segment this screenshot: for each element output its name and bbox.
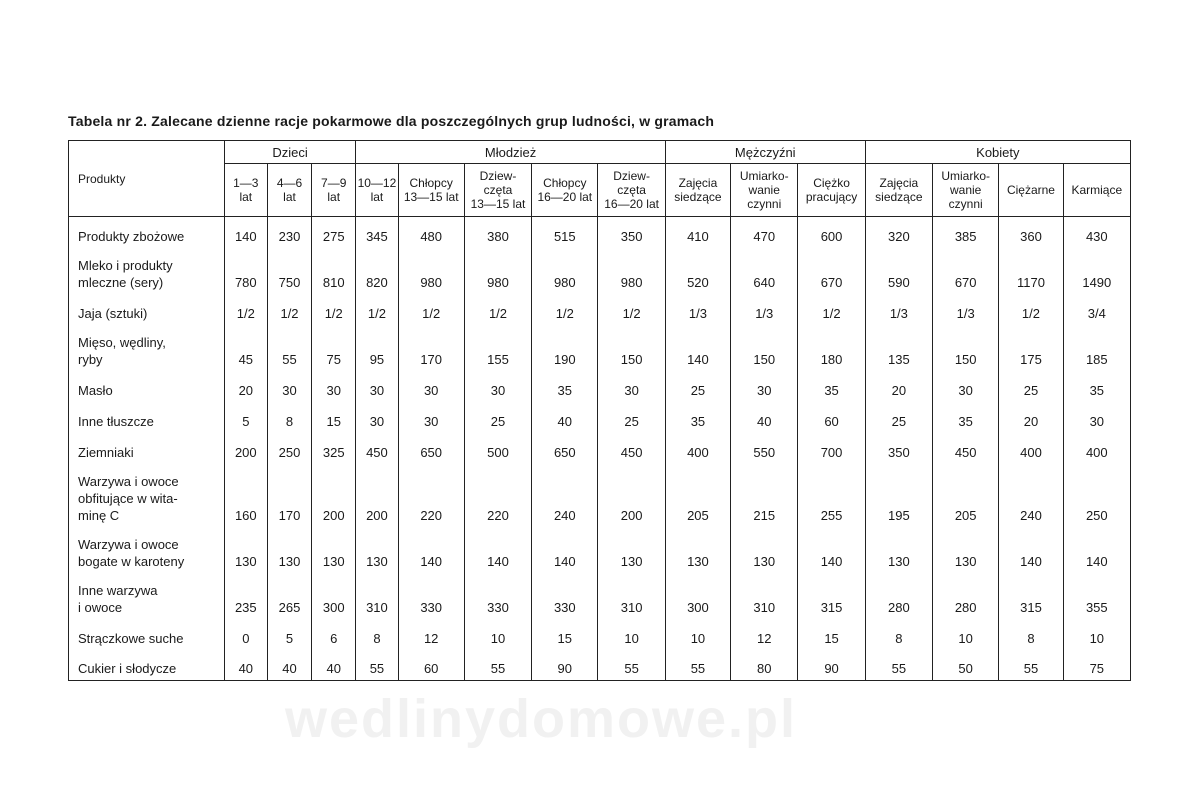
table-cell: 265: [267, 573, 311, 619]
table-cell: 780: [224, 248, 267, 294]
table-cell: 310: [731, 573, 798, 619]
table-cell: 400: [1063, 433, 1130, 464]
text-line: 1—3: [233, 176, 259, 190]
text-line: 16—20 lat: [604, 197, 659, 211]
table-cell: 30: [398, 371, 464, 402]
table-cell: 300: [665, 573, 730, 619]
table-cell: 175: [999, 325, 1063, 371]
text-line: siedzące: [875, 190, 923, 204]
table-cell: 25: [665, 371, 730, 402]
text-line: czynni: [747, 197, 782, 211]
table-cell: 35: [532, 371, 598, 402]
table-cell: 300: [312, 573, 356, 619]
table-cell: 1/2: [464, 294, 531, 325]
table-cell: 450: [356, 433, 398, 464]
text-line: Inne tłuszcze: [78, 413, 154, 429]
table-cell: 35: [665, 402, 730, 433]
table-row: [69, 294, 1131, 325]
table-cell: 40: [532, 402, 598, 433]
table-cell: 650: [398, 433, 464, 464]
table-cell: 20: [999, 402, 1063, 433]
table-cell: 80: [731, 650, 798, 681]
product-name: [69, 402, 225, 433]
table-cell: 980: [598, 248, 665, 294]
text-line: 10—12: [357, 176, 397, 190]
table-cell: 315: [999, 573, 1063, 619]
table-cell: 400: [999, 433, 1063, 464]
table-cell: 35: [1063, 371, 1130, 402]
table-row: [69, 325, 1131, 371]
table-cell: 380: [464, 217, 531, 248]
column-header: [532, 164, 598, 217]
text-line: Produkty zbożowe: [78, 228, 185, 244]
table-cell: 140: [398, 527, 464, 573]
table-cell: 20: [865, 371, 932, 402]
column-header: [1063, 164, 1130, 217]
table-cell: 15: [312, 402, 356, 433]
table-row: [69, 433, 1131, 464]
table-cell: 700: [798, 433, 865, 464]
text-line: 13—15 lat: [403, 190, 459, 204]
text-line: Mleko i produkty: [78, 257, 173, 273]
table-cell: 350: [598, 217, 665, 248]
table-cell: 140: [1063, 527, 1130, 573]
table-cell: 25: [464, 402, 531, 433]
table-cell: 30: [267, 371, 311, 402]
text-line: Chłopcy: [543, 176, 587, 190]
table-row: [69, 573, 1131, 619]
table-cell: 10: [464, 619, 531, 650]
column-header: [865, 164, 932, 217]
text-line: Dziew-: [613, 169, 650, 183]
table-cell: 400: [665, 433, 730, 464]
product-name: [69, 325, 225, 371]
table-cell: 130: [933, 527, 999, 573]
table-cell: 470: [731, 217, 798, 248]
table-cell: 200: [312, 464, 356, 527]
table-cell: 15: [532, 619, 598, 650]
text-line: Zajęcia: [879, 176, 919, 190]
table-cell: 330: [464, 573, 531, 619]
text-line: lat: [327, 190, 341, 204]
table-cell: 75: [1063, 650, 1130, 681]
table-cell: 810: [312, 248, 356, 294]
table-cell: 12: [731, 619, 798, 650]
table-cell: 195: [865, 464, 932, 527]
nutrition-table: [68, 140, 1131, 681]
table-cell: 45: [224, 325, 267, 371]
text-line: siedzące: [674, 190, 722, 204]
text-line: Umiarko-: [739, 169, 789, 183]
table-cell: 1/3: [865, 294, 932, 325]
text-line: Chłopcy: [409, 176, 453, 190]
table-cell: 275: [312, 217, 356, 248]
table-cell: 30: [731, 371, 798, 402]
text-line: Strączkowe suche: [78, 630, 184, 646]
column-header: [798, 164, 865, 217]
table-cell: 55: [999, 650, 1063, 681]
table-cell: 40: [267, 650, 311, 681]
table-cell: 170: [267, 464, 311, 527]
table-cell: 60: [798, 402, 865, 433]
table-cell: 200: [356, 464, 398, 527]
table-cell: 360: [999, 217, 1063, 248]
table-cell: 140: [999, 527, 1063, 573]
table-cell: 20: [224, 371, 267, 402]
table-row: [69, 402, 1131, 433]
table-cell: 75: [312, 325, 356, 371]
column-header: [224, 164, 267, 217]
table-cell: 130: [731, 527, 798, 573]
table-cell: 10: [665, 619, 730, 650]
table-cell: 8: [865, 619, 932, 650]
table-cell: 1490: [1063, 248, 1130, 294]
table-cell: 30: [933, 371, 999, 402]
table-cell: 150: [731, 325, 798, 371]
text-line: 16—20 lat: [537, 190, 593, 204]
table-cell: 200: [224, 433, 267, 464]
text-line: pracujący: [805, 190, 858, 204]
table-cell: 1/2: [532, 294, 598, 325]
product-name: [69, 619, 225, 650]
table-row: [69, 650, 1131, 681]
product-name: [69, 371, 225, 402]
text-line: Inne warzywa: [78, 582, 158, 598]
text-line: minę C: [78, 507, 120, 523]
table-cell: 130: [598, 527, 665, 573]
table-cell: 40: [312, 650, 356, 681]
table-cell: 315: [798, 573, 865, 619]
table-row: [69, 619, 1131, 650]
table-cell: 180: [798, 325, 865, 371]
table-cell: 8: [267, 402, 311, 433]
table-cell: 40: [224, 650, 267, 681]
text-line: czynni: [948, 197, 983, 211]
products-header: Produkty: [69, 141, 225, 217]
text-line: lat: [370, 190, 384, 204]
text-line: mleczne (sery): [78, 274, 164, 290]
table-cell: 140: [665, 325, 730, 371]
table-cell: 220: [464, 464, 531, 527]
table-cell: 350: [865, 433, 932, 464]
table-cell: 3/4: [1063, 294, 1130, 325]
table-cell: 1/2: [224, 294, 267, 325]
table-cell: 450: [598, 433, 665, 464]
column-header: [356, 164, 398, 217]
table-cell: 155: [464, 325, 531, 371]
text-line: 7—9: [321, 176, 347, 190]
table-cell: 30: [312, 371, 356, 402]
table-cell: 1/3: [665, 294, 730, 325]
table-body: [69, 141, 1131, 681]
product-name: [69, 573, 225, 619]
table-cell: 12: [398, 619, 464, 650]
table-cell: 60: [398, 650, 464, 681]
table-cell: 1/2: [798, 294, 865, 325]
table-cell: 215: [731, 464, 798, 527]
column-header: [999, 164, 1063, 217]
table-cell: 325: [312, 433, 356, 464]
table-cell: 280: [865, 573, 932, 619]
table-cell: 1/2: [999, 294, 1063, 325]
table-cell: 310: [356, 573, 398, 619]
table-cell: 10: [1063, 619, 1130, 650]
table-cell: 90: [798, 650, 865, 681]
table-cell: 320: [865, 217, 932, 248]
text-line: lat: [283, 190, 296, 204]
column-header-row: [69, 164, 1131, 217]
text-line: lat: [239, 190, 253, 204]
table-cell: 8: [356, 619, 398, 650]
table-cell: 1170: [999, 248, 1063, 294]
table-cell: 190: [532, 325, 598, 371]
table-cell: 1/2: [398, 294, 464, 325]
table-cell: 135: [865, 325, 932, 371]
table-cell: 250: [1063, 464, 1130, 527]
table-cell: 310: [598, 573, 665, 619]
table-cell: 150: [598, 325, 665, 371]
table-cell: 330: [532, 573, 598, 619]
table-cell: 10: [598, 619, 665, 650]
table-cell: 480: [398, 217, 464, 248]
table-cell: 130: [267, 527, 311, 573]
table-cell: 95: [356, 325, 398, 371]
table-cell: 55: [356, 650, 398, 681]
watermark: wedlinydomowe.pl: [285, 689, 798, 749]
table-cell: 235: [224, 573, 267, 619]
table-cell: 200: [598, 464, 665, 527]
text-line: Mięso, wędliny,: [78, 334, 166, 350]
table-cell: 385: [933, 217, 999, 248]
table-caption: Tabela nr 2. Zalecane dzienne racje pokarmowe dla poszczególnych grup ludności, w gramach: [68, 113, 715, 129]
table-cell: 345: [356, 217, 398, 248]
table-cell: 15: [798, 619, 865, 650]
table-cell: 55: [665, 650, 730, 681]
table-cell: 10: [933, 619, 999, 650]
table-cell: 600: [798, 217, 865, 248]
text-line: częta: [483, 183, 513, 197]
table-row: [69, 217, 1131, 248]
table-cell: 590: [865, 248, 932, 294]
table-cell: 450: [933, 433, 999, 464]
table-cell: 220: [398, 464, 464, 527]
text-line: Ciężko: [813, 176, 850, 190]
table-cell: 160: [224, 464, 267, 527]
table-cell: 980: [532, 248, 598, 294]
column-header: [598, 164, 665, 217]
text-line: częta: [617, 183, 646, 197]
column-header: [398, 164, 464, 217]
table-cell: 205: [933, 464, 999, 527]
table-cell: 1/2: [356, 294, 398, 325]
table-cell: 240: [532, 464, 598, 527]
table-cell: 30: [464, 371, 531, 402]
table-cell: 140: [798, 527, 865, 573]
table-cell: 170: [398, 325, 464, 371]
table-cell: 30: [356, 371, 398, 402]
table-cell: 1/2: [312, 294, 356, 325]
text-line: Jaja (sztuki): [78, 305, 148, 321]
table-cell: 1/3: [731, 294, 798, 325]
table-cell: 520: [665, 248, 730, 294]
table-cell: 25: [999, 371, 1063, 402]
table-cell: 330: [398, 573, 464, 619]
table-row: [69, 248, 1131, 294]
table-cell: 30: [598, 371, 665, 402]
table-cell: 25: [598, 402, 665, 433]
text-line: Umiarko-: [941, 169, 990, 183]
table-cell: 30: [1063, 402, 1130, 433]
text-line: Cukier i słodycze: [78, 661, 177, 676]
group-header: Mężczyźni: [665, 141, 865, 164]
table-cell: 205: [665, 464, 730, 527]
table-cell: 1/2: [598, 294, 665, 325]
text-line: i owoce: [78, 599, 123, 615]
table-cell: 35: [798, 371, 865, 402]
column-header: [464, 164, 531, 217]
table-cell: 820: [356, 248, 398, 294]
table-cell: 230: [267, 217, 311, 248]
table-row: [69, 371, 1131, 402]
table-cell: 140: [464, 527, 531, 573]
column-header: [267, 164, 311, 217]
table-cell: 5: [267, 619, 311, 650]
table-cell: 130: [224, 527, 267, 573]
table-cell: 55: [865, 650, 932, 681]
group-header: Dzieci: [224, 141, 356, 164]
table-cell: 140: [532, 527, 598, 573]
product-name: [69, 527, 225, 573]
table-cell: 980: [464, 248, 531, 294]
text-line: Dziew-: [479, 169, 517, 183]
product-name: [69, 650, 225, 681]
table-cell: 50: [933, 650, 999, 681]
table-cell: 1/2: [267, 294, 311, 325]
table-cell: 185: [1063, 325, 1130, 371]
text-line: bogate w karoteny: [78, 553, 185, 569]
table-cell: 650: [532, 433, 598, 464]
group-header: Kobiety: [865, 141, 1130, 164]
text-line: Ziemniaki: [78, 444, 134, 460]
text-line: ryby: [78, 351, 103, 367]
column-header: [665, 164, 730, 217]
table-cell: 140: [224, 217, 267, 248]
table-cell: 240: [999, 464, 1063, 527]
table-cell: 980: [398, 248, 464, 294]
table-cell: 55: [598, 650, 665, 681]
table-row: [69, 464, 1131, 527]
group-header-row: [69, 141, 1131, 164]
text-line: Masło: [78, 382, 113, 398]
table-cell: 150: [933, 325, 999, 371]
table-cell: 30: [398, 402, 464, 433]
product-name: [69, 217, 225, 248]
group-header: Młodzież: [356, 141, 665, 164]
column-header: [312, 164, 356, 217]
table-cell: 1/3: [933, 294, 999, 325]
table-cell: 8: [999, 619, 1063, 650]
table-cell: 0: [224, 619, 267, 650]
table-cell: 355: [1063, 573, 1130, 619]
table-row: [69, 527, 1131, 573]
text-line: Karmiące: [1071, 183, 1123, 197]
text-line: Warzywa i owoce: [78, 536, 179, 552]
product-name: [69, 433, 225, 464]
text-line: Zajęcia: [678, 176, 718, 190]
table-cell: 130: [665, 527, 730, 573]
table-cell: 410: [665, 217, 730, 248]
table-cell: 750: [267, 248, 311, 294]
table-cell: 30: [356, 402, 398, 433]
table-cell: 35: [933, 402, 999, 433]
table-cell: 40: [731, 402, 798, 433]
table-cell: 25: [865, 402, 932, 433]
table-cell: 130: [356, 527, 398, 573]
column-header: [933, 164, 999, 217]
product-name: [69, 464, 225, 527]
text-line: Warzywa i owoce: [78, 473, 179, 489]
product-name: [69, 294, 225, 325]
table-cell: 430: [1063, 217, 1130, 248]
table-cell: 640: [731, 248, 798, 294]
product-name: [69, 248, 225, 294]
text-line: 4—6: [276, 176, 303, 190]
table-cell: 280: [933, 573, 999, 619]
table-cell: 6: [312, 619, 356, 650]
text-line: wanie: [748, 183, 780, 197]
table-cell: 500: [464, 433, 531, 464]
table-cell: 255: [798, 464, 865, 527]
table-cell: 130: [865, 527, 932, 573]
text-line: obfitujące w wita-: [78, 490, 178, 506]
table-cell: 90: [532, 650, 598, 681]
text-line: Ciężarne: [1006, 183, 1055, 197]
table-cell: 550: [731, 433, 798, 464]
table-cell: 55: [267, 325, 311, 371]
column-header: [731, 164, 798, 217]
table-cell: 515: [532, 217, 598, 248]
text-line: 13—15 lat: [470, 197, 526, 211]
table-cell: 5: [224, 402, 267, 433]
table-cell: 55: [464, 650, 531, 681]
text-line: wanie: [949, 183, 982, 197]
table-cell: 670: [798, 248, 865, 294]
table-cell: 670: [933, 248, 999, 294]
table-cell: 130: [312, 527, 356, 573]
table-cell: 250: [267, 433, 311, 464]
